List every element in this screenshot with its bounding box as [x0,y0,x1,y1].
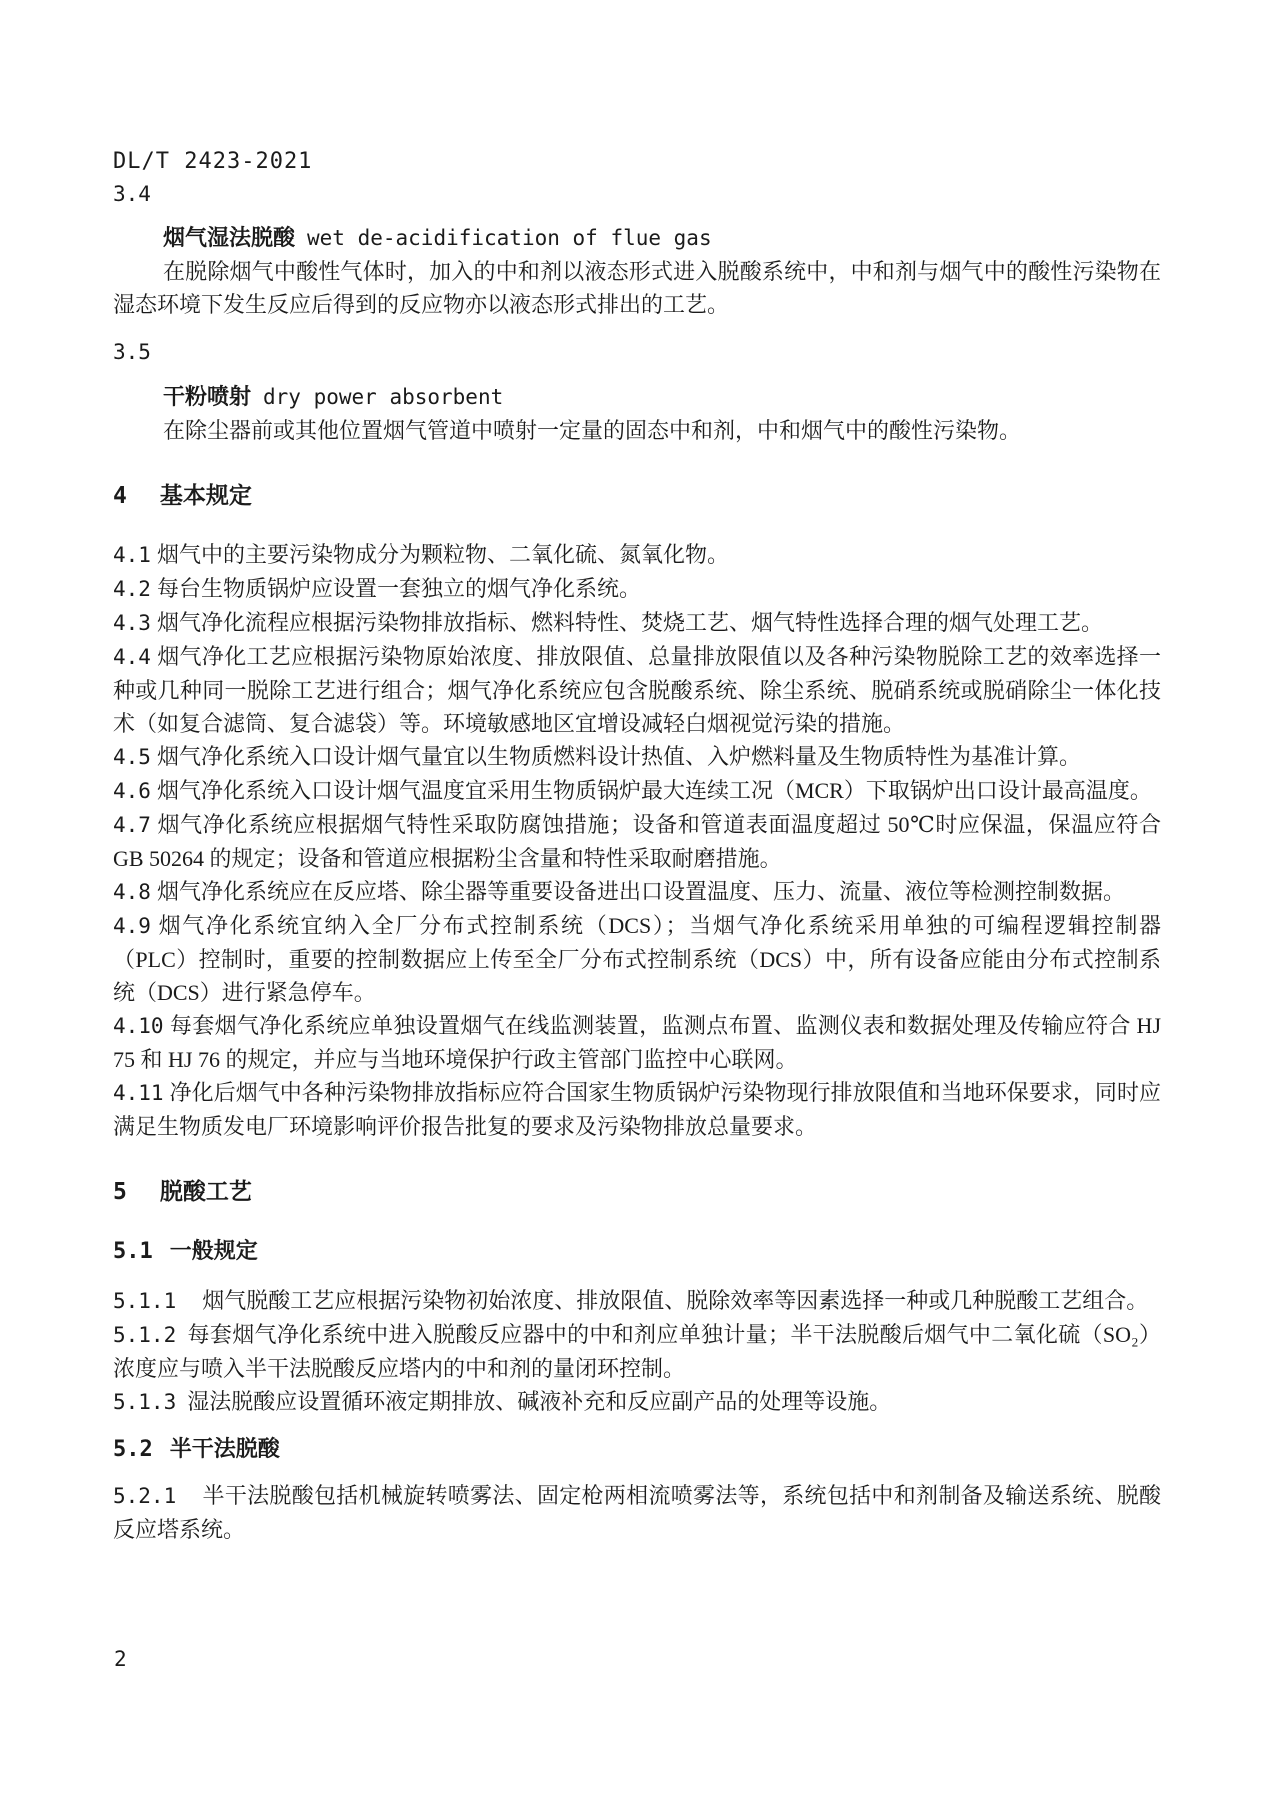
section-5-1-title: 一般规定 [169,1238,258,1263]
clause-number: 4.5 [113,745,151,769]
clause-item-5-1-1 [113,1284,1161,1318]
clause-item-4-4 [113,640,1161,740]
term-heading-3-5 [113,380,1161,414]
term-zh-3-4: 烟气湿法脱酸 [163,225,296,250]
section-5-number: 5 [113,1179,127,1205]
clause-number: 4.1 [113,543,151,567]
term-definition-3-5: 在除尘器前或其他位置烟气管道中喷射一定量的固态中和剂，中和烟气中的酸性污染物。 [163,418,1022,443]
section-5-1-number: 5.1 [113,1239,153,1264]
clause-text: 烟气净化系统入口设计烟气量宜以生物质燃料设计热值、入炉燃料量及生物质特性为基准计算。 [156,744,1081,769]
standard-number-header: DL/T 2423-2021 [113,149,313,174]
section-5-1-heading [113,1234,1161,1268]
section-5-heading [113,1175,1161,1209]
clause-number: 4.10 [113,1014,164,1038]
clause-text: 半干法脱酸包括机械旋转喷雾法、固定枪两相流喷雾法等，系统包括中和剂制备及输送系统、脱酸反应塔系统。 [113,1483,1161,1542]
clause-text: 每套烟气净化系统应单独设置烟气在线监测装置，监测点布置、监测仪表和数据处理及传输应符合 HJ 75 和 HJ 76 的规定，并应与当地环境保护行政主管部门监控中心联网。 [113,1013,1161,1072]
clause-number: 4.3 [113,611,151,635]
clause-item-5-2-1 [113,1479,1161,1546]
clause-item-4-6 [113,774,1161,808]
section-4-heading [113,479,1161,513]
clause-item-4-1 [113,538,1161,572]
clause-text: 烟气脱酸工艺应根据污染物初始浓度、排放限值、脱除效率等因素选择一种或几种脱酸工艺组合。 [202,1288,1149,1313]
clause-text: 烟气净化流程应根据污染物排放指标、燃料特性、焚烧工艺、烟气特性选择合理的烟气处理工艺。 [156,610,1103,635]
clause-item-4-8 [113,875,1161,909]
clause-item-4-9 [113,909,1161,1009]
clause-number: 5.1.1 [113,1289,177,1313]
term-definition-3-4: 在脱除烟气中酸性气体时，加入的中和剂以液态形式进入脱酸系统中，中和剂与烟气中的酸性污染物在湿态环境下发生反应后得到的反应物亦以液态形式排出的工艺。 [113,259,1161,317]
clause-number: 5.1.2 [113,1323,177,1347]
clause-text: 烟气中的主要污染物成分为颗粒物、二氧化硫、氮氧化物。 [156,542,729,567]
clause-text: 湿法脱酸应设置循环液定期排放、碱液补充和反应副产品的处理等设施。 [187,1389,892,1414]
clause-text: 烟气净化系统入口设计烟气温度宜采用生物质锅炉最大连续工况（MCR）下取锅炉出口设计最高温度。 [156,778,1152,803]
term-en-3-4: wet de-acidification of flue gas [307,226,712,250]
clause-text: 烟气净化系统应根据烟气特性采取防腐蚀措施；设备和管道表面温度超过 50℃时应保温，保温应符合 GB 50264 的规定；设备和管道应根据粉尘含量和特性采取耐磨措施。 [113,812,1161,871]
clause-number: 5.1.3 [113,1390,177,1414]
clause-item-4-3 [113,606,1161,640]
clause-item-4-10 [113,1009,1161,1076]
clause-item-4-2 [113,572,1161,606]
clause-number: 4.7 [113,813,151,837]
clause-text: 净化后烟气中各种污染物排放指标应符合国家生物质锅炉污染物现行排放限值和当地环保要求，同时应满足生物质发电厂环境影响评价报告批复的要求及污染物排放总量要求。 [113,1080,1161,1139]
page-number: 2 [114,1647,127,1671]
clause-number-3-5: 3.5 [113,340,151,364]
clause-item-4-7 [113,808,1161,875]
clause-text: 每套烟气净化系统中进入脱酸反应器中的中和剂应单独计量；半干法脱酸后烟气中二氧化硫（SO₂）浓度应与喷入半干法脱酸反应塔内的中和剂的量闭环控制。 [113,1322,1161,1381]
clause-item-5-1-3 [113,1385,1161,1419]
clause-number: 4.9 [113,914,151,938]
clause-text: 烟气净化工艺应根据污染物原始浓度、排放限值、总量排放限值以及各种污染物脱除工艺的效率选择一种或几种同一脱除工艺进行组合；烟气净化系统应包含脱酸系统、除尘系统、脱硝系统或脱硝除尘一体化技术（如复合滤筒、复合滤袋）等。环境敏感地区宜增设减轻白烟视觉污染的措施。 [113,644,1161,736]
section-5-title: 脱酸工艺 [159,1178,252,1204]
term-en-3-5: dry power absorbent [263,385,504,409]
clause-item-4-5 [113,740,1161,774]
clause-text: 烟气净化系统应在反应塔、除尘器等重要设备进出口设置温度、压力、流量、液位等检测控制数据。 [156,879,1125,904]
clause-number: 4.4 [113,645,151,669]
clause-number: 4.6 [113,779,151,803]
clause-item-5-1-2 [113,1318,1161,1385]
clause-text: 每台生物质锅炉应设置一套独立的烟气净化系统。 [156,576,641,601]
clause-number: 4.11 [113,1081,164,1105]
clause-number: 4.2 [113,577,151,601]
section-4-number: 4 [113,483,127,509]
clause-number-3-4: 3.4 [113,182,151,206]
section-5-2-number: 5.2 [113,1437,153,1462]
section-5-2-heading [113,1432,1161,1466]
clause-item-4-11 [113,1076,1161,1143]
term-zh-3-5: 干粉喷射 [163,384,252,409]
clause-text: 烟气净化系统宜纳入全厂分布式控制系统（DCS）；当烟气净化系统采用单独的可编程逻辑控制器（PLC）控制时，重要的控制数据应上传至全厂分布式控制系统（DCS）中，所有设备应能由分布式控制系统（DCS）进行紧急停车。 [113,913,1161,1005]
section-5-2-title: 半干法脱酸 [169,1436,280,1461]
term-heading-3-4 [113,221,1161,255]
section-4-title: 基本规定 [159,482,252,508]
clause-number: 4.8 [113,880,151,904]
clause-number: 5.2.1 [113,1484,177,1508]
